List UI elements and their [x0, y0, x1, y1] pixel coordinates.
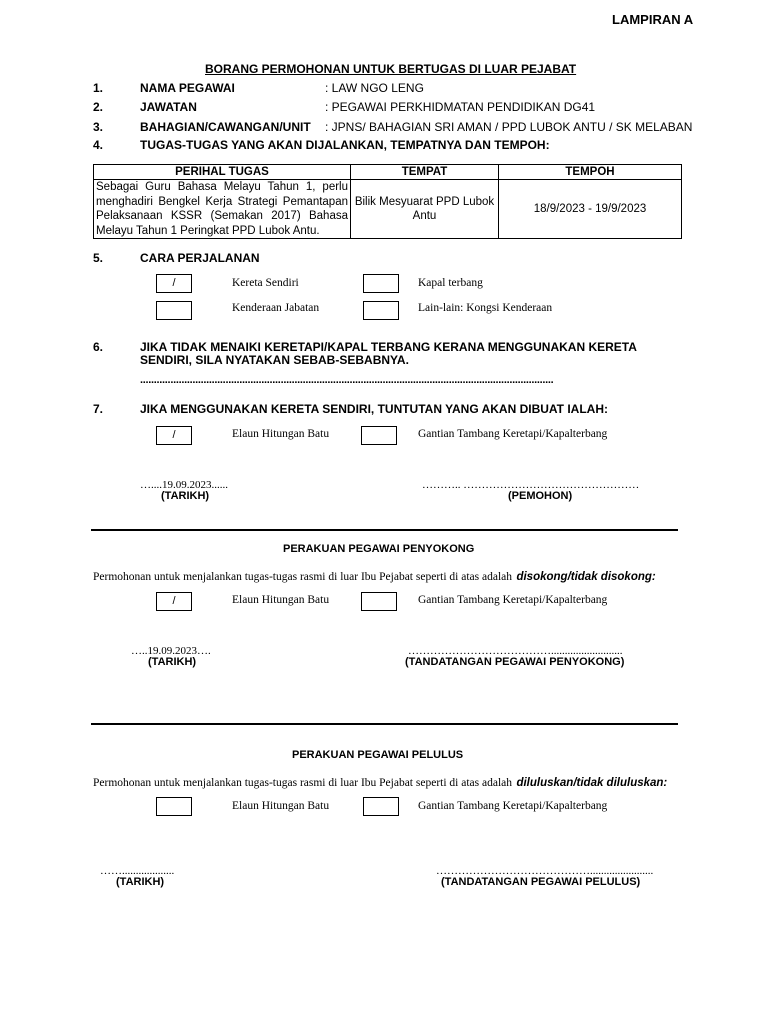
cell-tempoh: 18/9/2023 - 19/9/2023: [499, 180, 682, 239]
header-perihal-tugas: PERIHAL TUGAS: [94, 165, 351, 180]
pelulus-statement: Permohonan untuk menjalankan tugas-tugas rasmi di luar Ibu Pejabat seperti di atas adalah: [93, 777, 512, 789]
field-number: 2.: [93, 100, 104, 114]
section-divider: [91, 529, 678, 531]
pemohon-signature-line[interactable]: ……….. …………………………………………: [422, 479, 640, 491]
option-label-penyokong-gantian: Gantian Tambang Keretapi/Kapalterbang: [418, 594, 608, 606]
checkbox-pelulus-elaun[interactable]: [156, 797, 192, 816]
option-label-pelulus-gantian: Gantian Tambang Keretapi/Kapalterbang: [418, 800, 608, 812]
section-6-line1: JIKA TIDAK MENAIKI KERETAPI/KAPAL TERBANG KERANA MENGGUNAKAN KERETA: [140, 340, 637, 354]
pelulus-title: PERAKUAN PEGAWAI PELULUS: [292, 749, 464, 761]
field-number: 3.: [93, 120, 104, 134]
pelulus-signature-label: (TANDATANGAN PEGAWAI PELULUS): [441, 876, 641, 888]
tugas-table: [93, 164, 682, 239]
penyokong-title: PERAKUAN PEGAWAI PENYOKONG: [283, 543, 475, 555]
option-label-kereta-sendiri: Kereta Sendiri: [232, 277, 299, 289]
penyokong-date-label: (TARIKH): [148, 656, 197, 668]
checkbox-penyokong-elaun[interactable]: /: [156, 592, 192, 611]
option-label-elaun-hitungan-batu: Elaun Hitungan Batu: [232, 428, 330, 440]
pelulus-date-value: ……...................: [100, 865, 175, 877]
section-6-number: 6.: [93, 340, 104, 354]
checkbox-gantian-tambang[interactable]: [361, 426, 397, 445]
cell-perihal-tugas: Sebagai Guru Bahasa Melayu Tahun 1, perlu menghadiri Bengkel Kerja Strategi Pemantapan Pelaksanaan KSSR (Semakan 2017) Bahasa Melayu Tahun 1 Peringkat PPD Lubok Antu.: [94, 180, 351, 239]
pelulus-signature-line[interactable]: …………………………………….......................: [436, 865, 654, 877]
penyokong-decision: disokong/tidak disokong:: [516, 571, 656, 583]
checkbox-kenderaan-jabatan[interactable]: [156, 301, 192, 320]
cell-tempat: Bilik Mesyuarat PPD Lubok Antu: [351, 180, 499, 239]
section-7-label: JIKA MENGGUNAKAN KERETA SENDIRI, TUNTUTAN YANG AKAN DIBUAT IALAH:: [140, 402, 608, 416]
pemohon-date-label: (TARIKH): [161, 490, 210, 502]
option-label-kenderaan-jabatan: Kenderaan Jabatan: [232, 302, 320, 314]
pemohon-signature-label: (PEMOHON): [508, 490, 573, 502]
pelulus-date-label: (TARIKH): [116, 876, 165, 888]
field-value-nama-pegawai: : LAW NGO LENG: [325, 81, 424, 95]
penyokong-signature-label: (TANDATANGAN PEGAWAI PENYOKONG): [405, 656, 625, 668]
option-label-kapal-terbang: Kapal terbang: [418, 277, 483, 289]
form-title: BORANG PERMOHONAN UNTUK BERTUGAS DI LUAR PEJABAT: [205, 62, 577, 76]
checkbox-penyokong-gantian[interactable]: [361, 592, 397, 611]
header-tempat: TEMPAT: [351, 165, 499, 180]
checkbox-lain-lain[interactable]: [363, 301, 399, 320]
penyokong-statement-line: [93, 567, 656, 585]
header-tempoh: TEMPOH: [499, 165, 682, 180]
field-value-bahagian: : JPNS/ BAHAGIAN SRI AMAN / PPD LUBOK ANTU / SK MELABAN: [325, 120, 693, 134]
section-7-number: 7.: [93, 402, 104, 416]
pelulus-decision: diluluskan/tidak diluluskan:: [516, 777, 668, 789]
option-label-pelulus-elaun: Elaun Hitungan Batu: [232, 800, 330, 812]
checkbox-pelulus-gantian[interactable]: [363, 797, 399, 816]
penyokong-statement: Permohonan untuk menjalankan tugas-tugas rasmi di luar Ibu Pejabat seperti di atas adalah: [93, 571, 512, 583]
pelulus-statement-line: [93, 773, 667, 791]
field-value-jawatan: : PEGAWAI PERKHIDMATAN PENDIDIKAN DG41: [325, 100, 596, 114]
table-row: [94, 180, 682, 239]
checkbox-elaun-hitungan-batu[interactable]: /: [156, 426, 192, 445]
reason-blank-line[interactable]: ......................................................................................................................................................: [140, 374, 554, 386]
section-4-number: 4.: [93, 138, 104, 152]
pemohon-date-value: …....19.09.2023......: [140, 479, 228, 491]
option-label-penyokong-elaun: Elaun Hitungan Batu: [232, 594, 330, 606]
penyokong-signature-line[interactable]: …………………………………..........................: [408, 645, 623, 657]
option-label-lain-lain: Lain-lain: Kongsi Kenderaan: [418, 302, 553, 314]
section-5-label: CARA PERJALANAN: [140, 251, 260, 265]
lampiran-label: LAMPIRAN A: [612, 12, 694, 27]
section-4-label: TUGAS-TUGAS YANG AKAN DIJALANKAN, TEMPATNYA DAN TEMPOH:: [140, 138, 550, 152]
section-6-line2: SENDIRI, SILA NYATAKAN SEBAB-SEBABNYA.: [140, 353, 409, 367]
checkbox-kapal-terbang[interactable]: [363, 274, 399, 293]
option-label-gantian-tambang: Gantian Tambang Keretapi/Kapalterbang: [418, 428, 608, 440]
field-number: 1.: [93, 81, 104, 95]
field-label-bahagian: BAHAGIAN/CAWANGAN/UNIT: [140, 120, 311, 134]
section-divider: [91, 723, 678, 725]
section-5-number: 5.: [93, 251, 104, 265]
table-header-row: [94, 165, 682, 180]
field-label-nama-pegawai: NAMA PEGAWAI: [140, 81, 235, 95]
penyokong-date-value: …..19.09.2023….: [131, 645, 211, 657]
field-label-jawatan: JAWATAN: [140, 100, 197, 114]
checkbox-kereta-sendiri[interactable]: /: [156, 274, 192, 293]
